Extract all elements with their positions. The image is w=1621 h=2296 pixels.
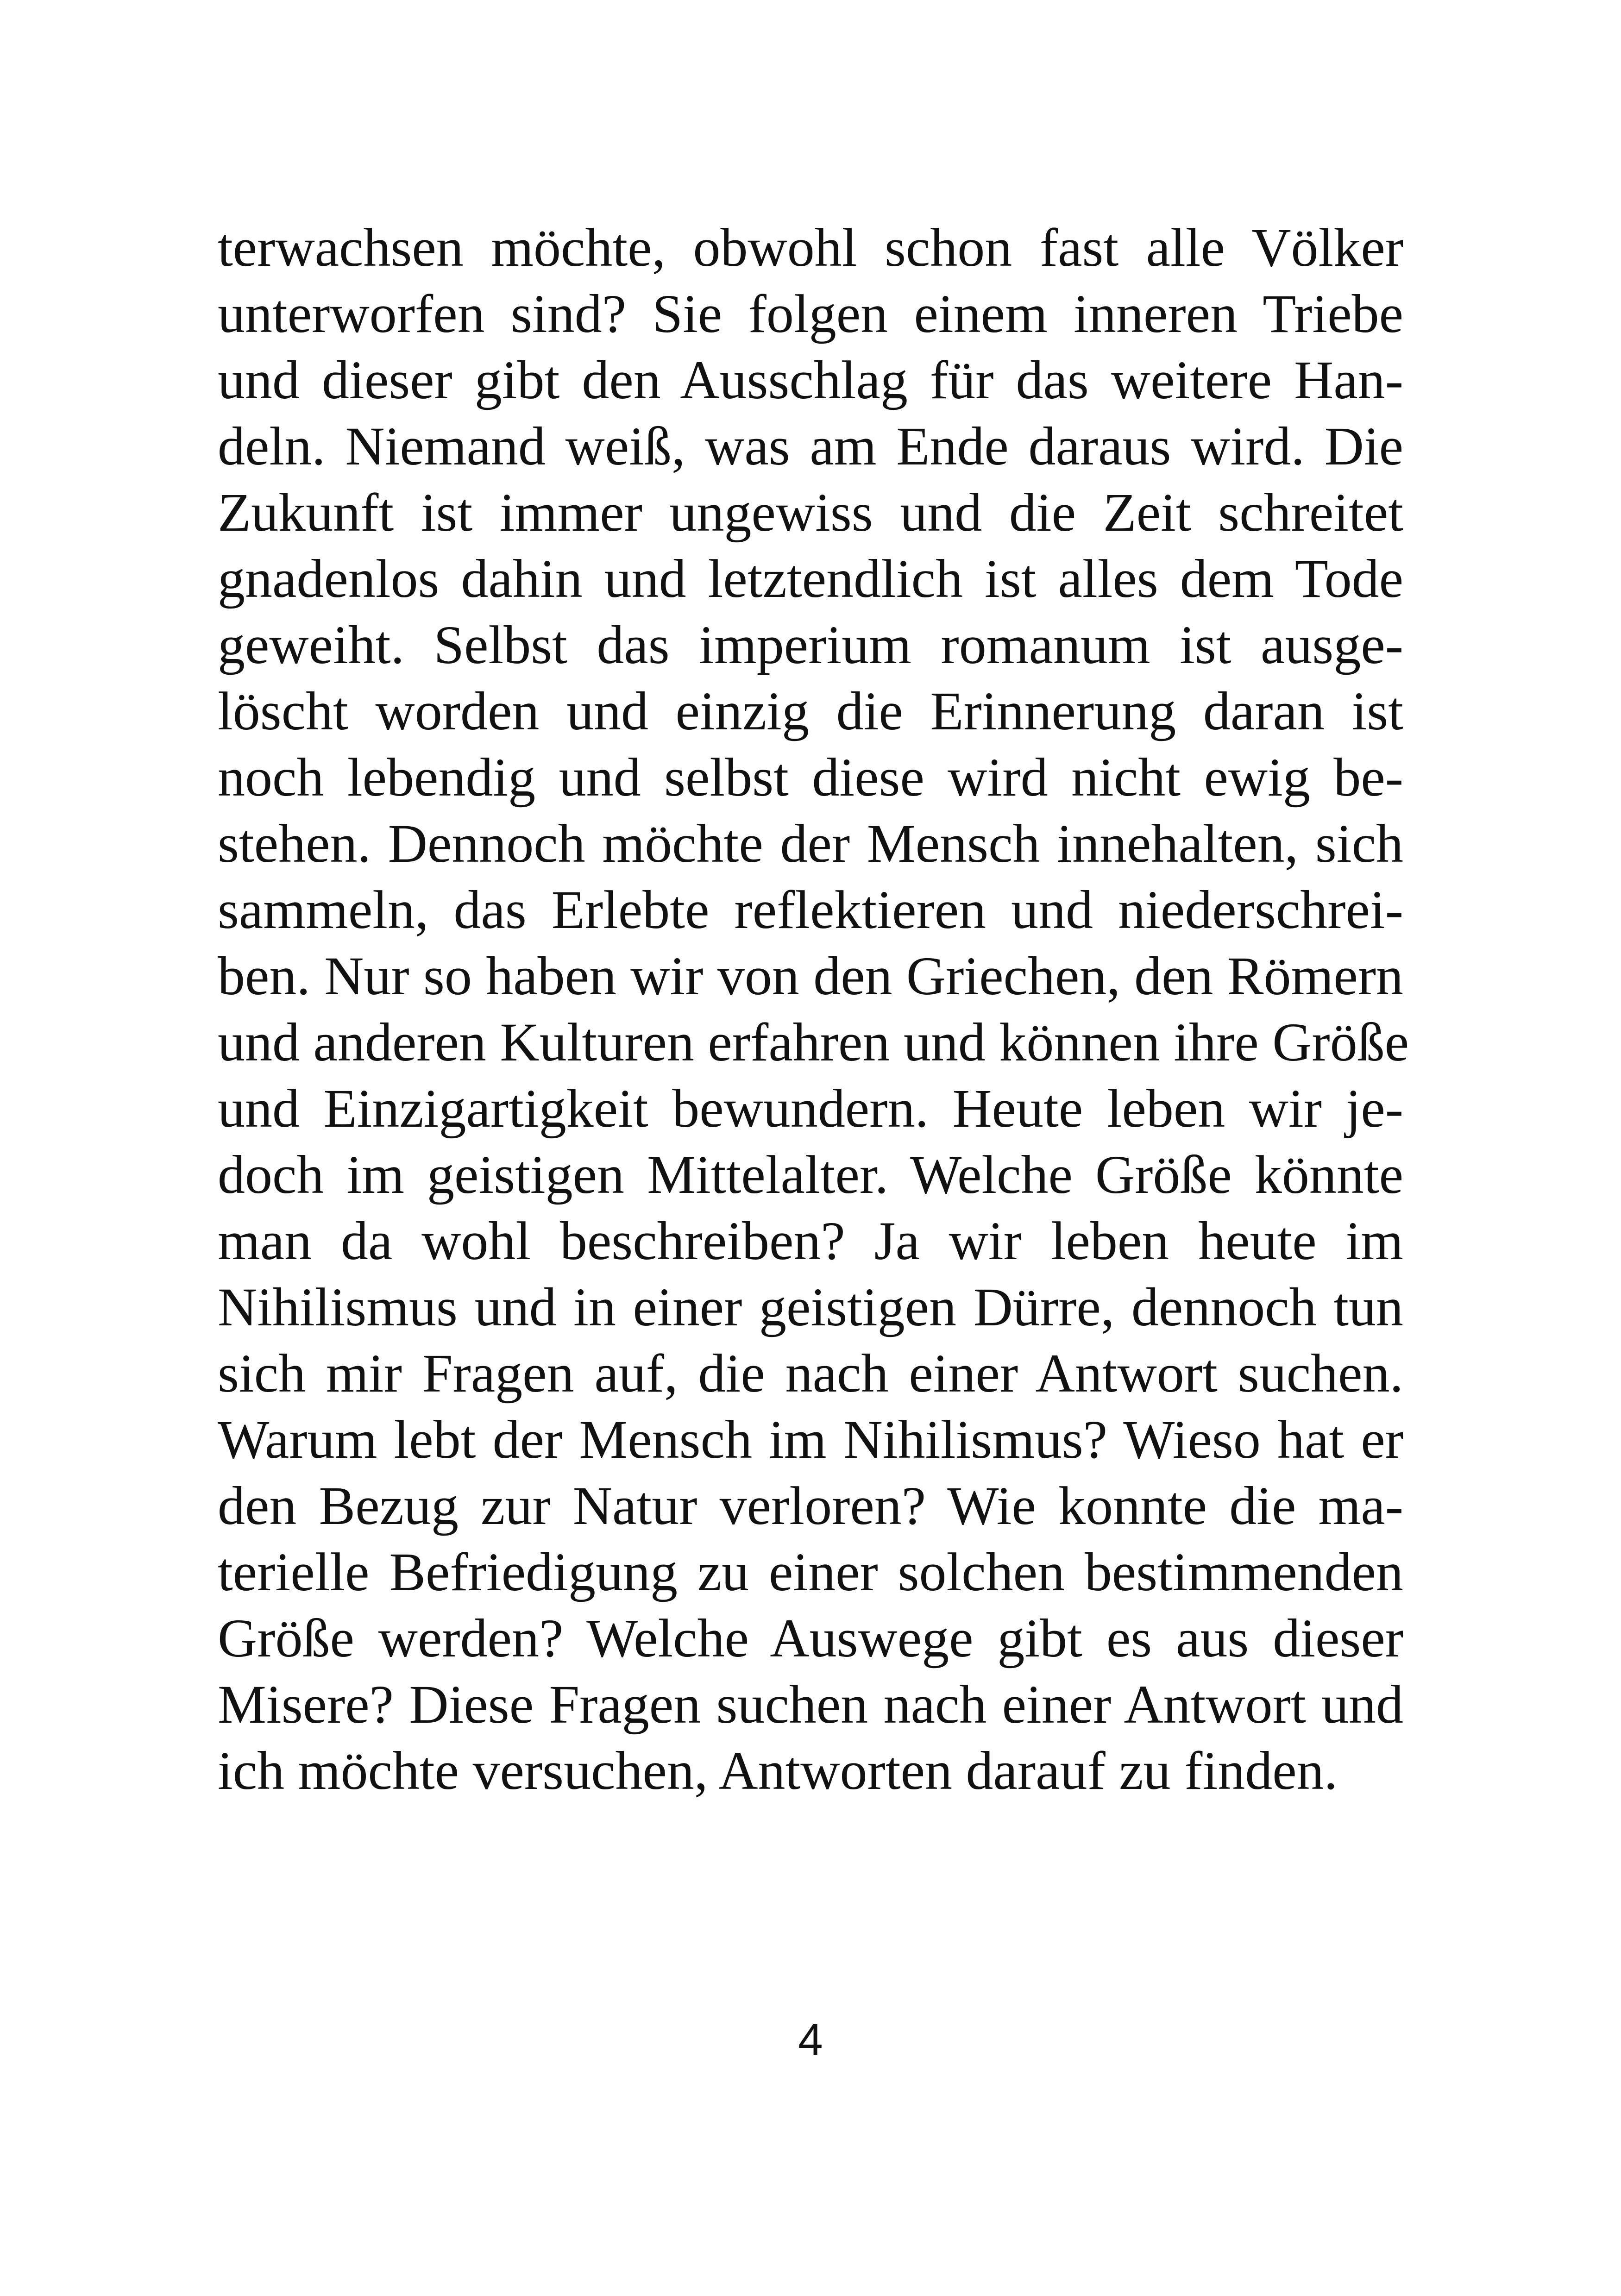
- text-line: noch lebendig und selbst diese wird nicht ewig be-: [218, 747, 1403, 808]
- text-line: ich möchte versuchen, Antworten darauf zu finden.: [218, 1740, 1338, 1801]
- text-line: man da wohl beschreiben? Ja wir leben heute im: [218, 1211, 1403, 1271]
- text-line: stehen. Dennoch möchte der Mensch innehalten, sich: [218, 813, 1403, 874]
- text-line: und dieser gibt den Ausschlag für das weitere Han-: [218, 350, 1403, 410]
- text-line: Nihilismus und in einer geistigen Dürre, dennoch tun: [218, 1277, 1403, 1337]
- text-line: unterworfen sind? Sie folgen einem inneren Triebe: [218, 283, 1403, 344]
- text-line: deln. Niemand weiß, was am Ende daraus wird. Die: [218, 416, 1403, 477]
- text-line: Warum lebt der Mensch im Nihilismus? Wieso hat er: [218, 1409, 1403, 1470]
- page-number: 4: [798, 2015, 823, 2064]
- text-line: sammeln, das Erlebte reflektieren und niederschrei-: [218, 879, 1403, 940]
- text-line: doch im geistigen Mittelalter. Welche Größe könnte: [218, 1144, 1403, 1205]
- text-line: Größe werden? Welche Auswege gibt es aus dieser: [218, 1608, 1403, 1669]
- text-line: den Bezug zur Natur verloren? Wie konnte die ma-: [218, 1475, 1403, 1536]
- text-line: geweiht. Selbst das imperium romanum ist ausge-: [218, 615, 1403, 675]
- text-line: und Einzigartigkeit bewundern. Heute leben wir je-: [218, 1078, 1403, 1139]
- text-line: Misere? Diese Fragen suchen nach einer Antwort und: [218, 1674, 1403, 1735]
- text-line: und anderen Kulturen erfahren und können ihre Größe: [218, 1012, 1409, 1073]
- text-line: ben. Nur so haben wir von den Griechen, den Römern: [218, 946, 1403, 1006]
- text-line: gnadenlos dahin und letztendlich ist alles dem Tode: [218, 548, 1403, 609]
- text-line: terielle Befriedigung zu einer solchen bestimmenden: [218, 1542, 1403, 1602]
- text-line: sich mir Fragen auf, die nach einer Antwort suchen.: [218, 1343, 1403, 1404]
- text-line: terwachsen möchte, obwohl schon fast alle Völker: [218, 217, 1403, 278]
- text-line: löscht worden und einzig die Erinnerung daran ist: [218, 681, 1403, 741]
- body-text: [218, 214, 1409, 1804]
- text-line: Zukunft ist immer ungewiss und die Zeit schreitet: [218, 482, 1403, 543]
